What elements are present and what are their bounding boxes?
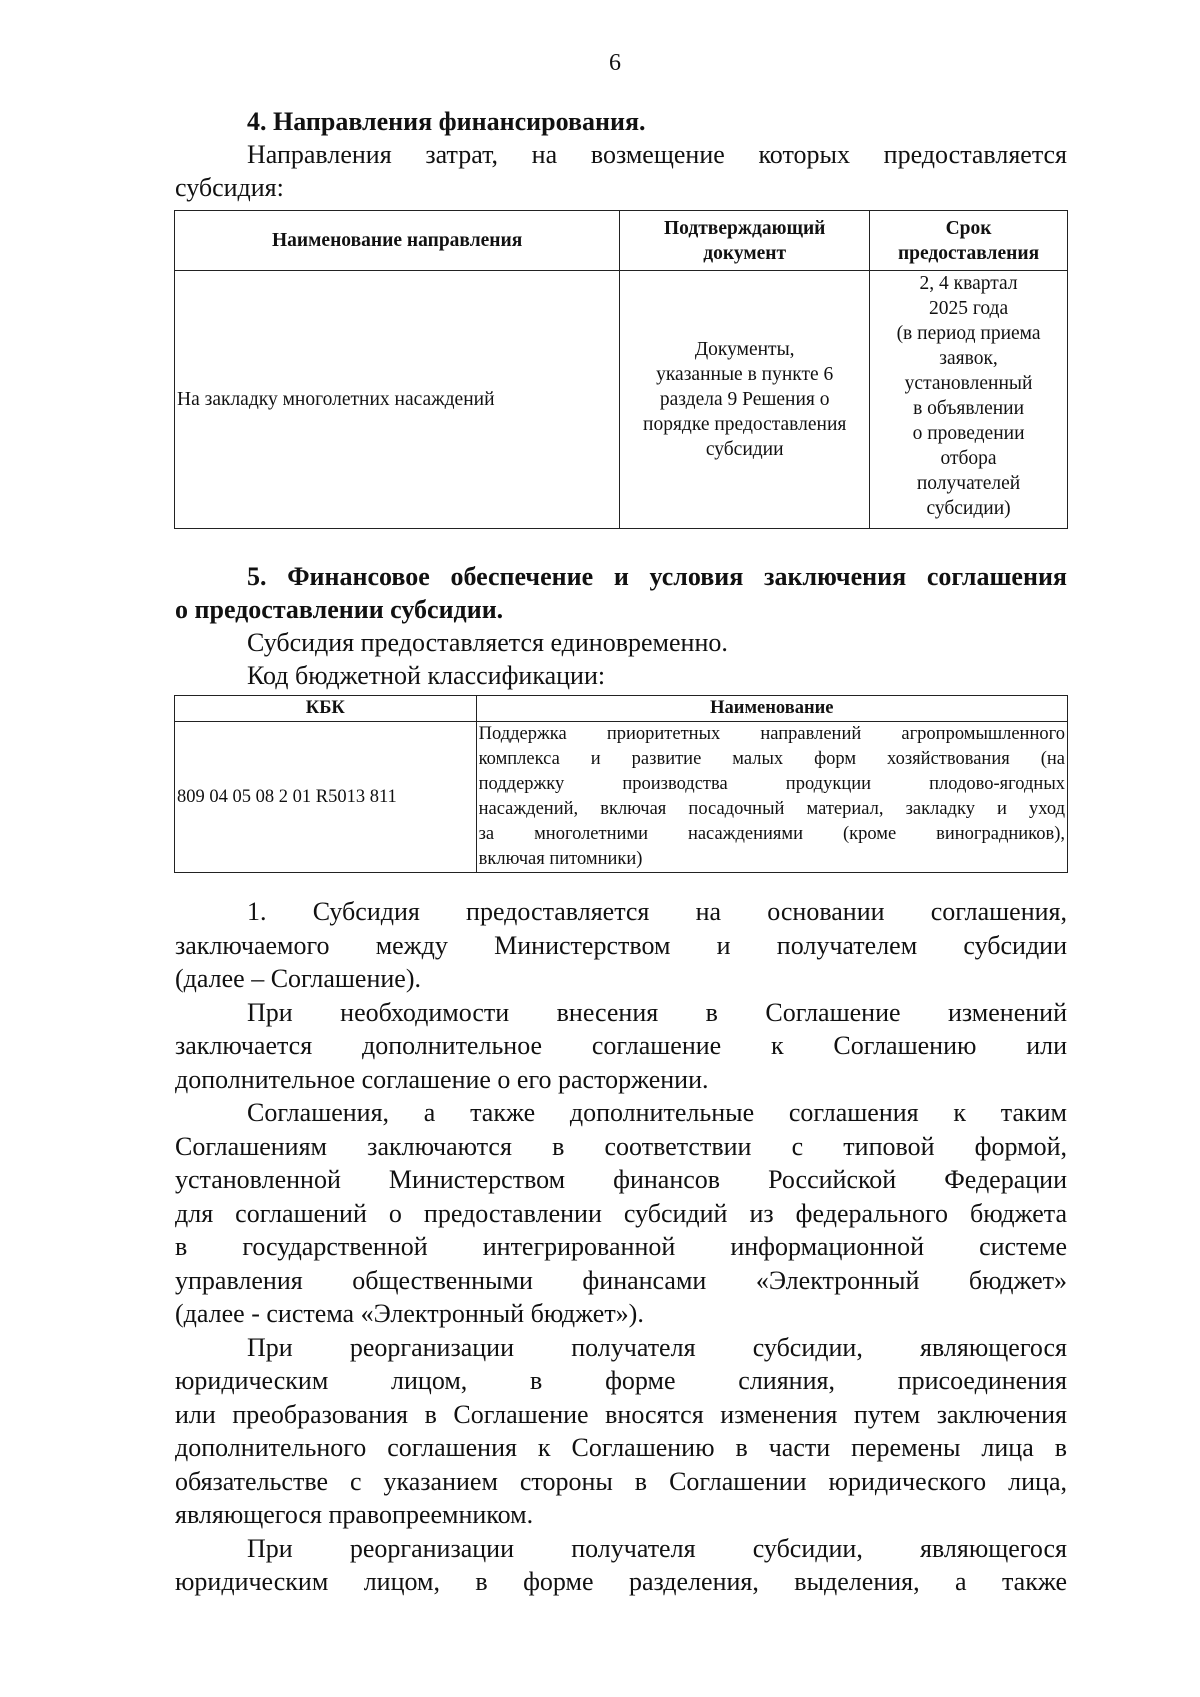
text-line: установленный xyxy=(904,373,1033,394)
paragraph-line: При реорганизации получателя субсидии, являющегося xyxy=(247,1533,1067,1563)
text-line: Документы, xyxy=(694,339,795,360)
paragraph-line: являющегося правопреемником. xyxy=(175,1500,534,1529)
text-line: раздела 9 Решения о xyxy=(659,389,830,410)
text-line: о проведении xyxy=(912,423,1025,444)
term-text xyxy=(870,271,1067,521)
text-line: получателей xyxy=(916,473,1021,494)
text-line: заявок, xyxy=(939,348,998,369)
paragraph-3 xyxy=(175,1096,1067,1331)
text-line: поддержку производства продукции плодово-ягодных xyxy=(478,774,1065,794)
text-line: 2025 года xyxy=(928,298,1009,319)
text-line: включая питомники) xyxy=(478,849,643,869)
confirming-document-text xyxy=(620,337,869,462)
paragraph-line: для соглашений о предоставлении субсидий из федерального бюджета xyxy=(175,1198,1067,1228)
paragraph-line: юридическим лицом, в форме разделения, выделения, а также xyxy=(175,1567,1067,1596)
paragraph-line: Соглашения, а также дополнительные соглашения к таким xyxy=(247,1098,1067,1127)
text-line: в объявлении xyxy=(913,398,1025,419)
table-header-row xyxy=(175,696,1068,722)
table-row xyxy=(175,722,1068,873)
kbk-name-cell xyxy=(476,722,1067,873)
paragraph-line: юридическим лицом, в форме слияния, присоединения xyxy=(175,1366,1067,1395)
paragraph-line: При реорганизации получателя субсидии, являющегося xyxy=(247,1332,1067,1362)
section-5 xyxy=(175,560,1067,692)
paragraph-line: заключается дополнительное соглашение к Соглашению или xyxy=(175,1031,1067,1060)
financing-directions-table xyxy=(174,210,1068,529)
paragraph-line: заключаемого между Министерством и получателем субсидии xyxy=(175,930,1067,960)
paragraph-line: установленной Министерством финансов Российской Федерации xyxy=(175,1165,1067,1194)
table-header-row xyxy=(175,211,1068,271)
header-term-line1: Срок xyxy=(945,217,992,239)
table-row xyxy=(175,271,1068,529)
kbk-name-text xyxy=(477,722,1067,872)
section-4-intro-line1: Направления затрат, на возмещение которых предоставляется xyxy=(247,140,1067,169)
paragraph-line: Соглашениям заключаются в соответствии с типовой формой, xyxy=(175,1131,1067,1161)
header-term xyxy=(870,211,1068,271)
paragraph-line: 1. Субсидия предоставляется на основании соглашения, xyxy=(247,897,1067,926)
paragraph-line: в государственной интегрированной информационной системе xyxy=(175,1232,1067,1261)
paragraph-4 xyxy=(175,1331,1067,1532)
paragraph-line: дополнительное соглашение о его расторжении. xyxy=(175,1064,709,1094)
text-line: субсидии xyxy=(705,439,784,460)
text-line: отбора xyxy=(940,448,997,469)
kbk-intro: Код бюджетной классификации: xyxy=(247,661,606,690)
confirming-document-cell xyxy=(620,271,870,529)
paragraph-line: (далее – Соглашение). xyxy=(175,964,421,993)
text-line: за многолетними насаждениями (кроме виноградников), xyxy=(478,824,1065,844)
text-line: субсидии) xyxy=(926,498,1011,519)
header-doc-line2: документ xyxy=(703,242,787,264)
paragraph-line: обязательстве с указанием стороны в Соглашении юридического лица, xyxy=(175,1466,1067,1496)
page-number: 6 xyxy=(609,50,621,76)
one-time-statement: Субсидия предоставляется единовременно. xyxy=(247,628,728,657)
paragraph-line: При необходимости внесения в Соглашение изменений xyxy=(247,997,1067,1027)
header-confirming-document xyxy=(620,211,870,271)
section-5-heading-line1: 5. Финансовое обеспечение и условия заключения соглашения xyxy=(247,562,1067,591)
header-direction-name: Наименование направления xyxy=(175,211,620,271)
term-cell xyxy=(870,271,1068,529)
section-4-intro-line2: субсидия: xyxy=(175,173,284,202)
section-5-heading-line2: о предоставлении субсидии. xyxy=(175,595,504,624)
direction-name-cell: На закладку многолетних насаждений xyxy=(175,271,620,529)
paragraph-line: дополнительного соглашения к Соглашению в части перемены лица в xyxy=(175,1433,1067,1462)
paragraph-line: (далее - система «Электронный бюджет»). xyxy=(175,1299,644,1328)
budget-classification-table xyxy=(174,695,1068,873)
text-line: 2, 4 квартал xyxy=(919,273,1018,294)
text-line: (в период приема xyxy=(896,323,1041,344)
text-line: насаждений, включая посадочный материал, закладку и уход xyxy=(478,799,1065,819)
text-line: указанные в пункте 6 xyxy=(656,364,834,385)
section-4-heading: 4. Направления финансирования. xyxy=(247,107,646,136)
header-kbk: КБК xyxy=(175,696,477,722)
paragraph-line: управления общественными финансами «Электронный бюджет» xyxy=(175,1265,1067,1295)
text-line: комплекса и развитие малых форм хозяйствования (на xyxy=(478,749,1065,769)
body-text xyxy=(175,895,1067,1599)
text-line: Поддержка приоритетных направлений агропромышленного xyxy=(478,724,1065,744)
paragraph-5 xyxy=(175,1532,1067,1599)
header-name: Наименование xyxy=(476,696,1067,722)
text-line: порядке предоставления xyxy=(643,414,847,435)
kbk-code-cell: 809 04 05 08 2 01 R5013 811 xyxy=(175,722,477,873)
paragraph-1 xyxy=(175,895,1067,996)
paragraph-line: или преобразования в Соглашение вносятся изменения путем заключения xyxy=(175,1399,1067,1429)
header-doc-line1: Подтверждающий xyxy=(664,217,826,239)
paragraph-2 xyxy=(175,996,1067,1097)
section-4 xyxy=(175,105,1067,204)
header-term-line2: предоставления xyxy=(897,242,1040,264)
